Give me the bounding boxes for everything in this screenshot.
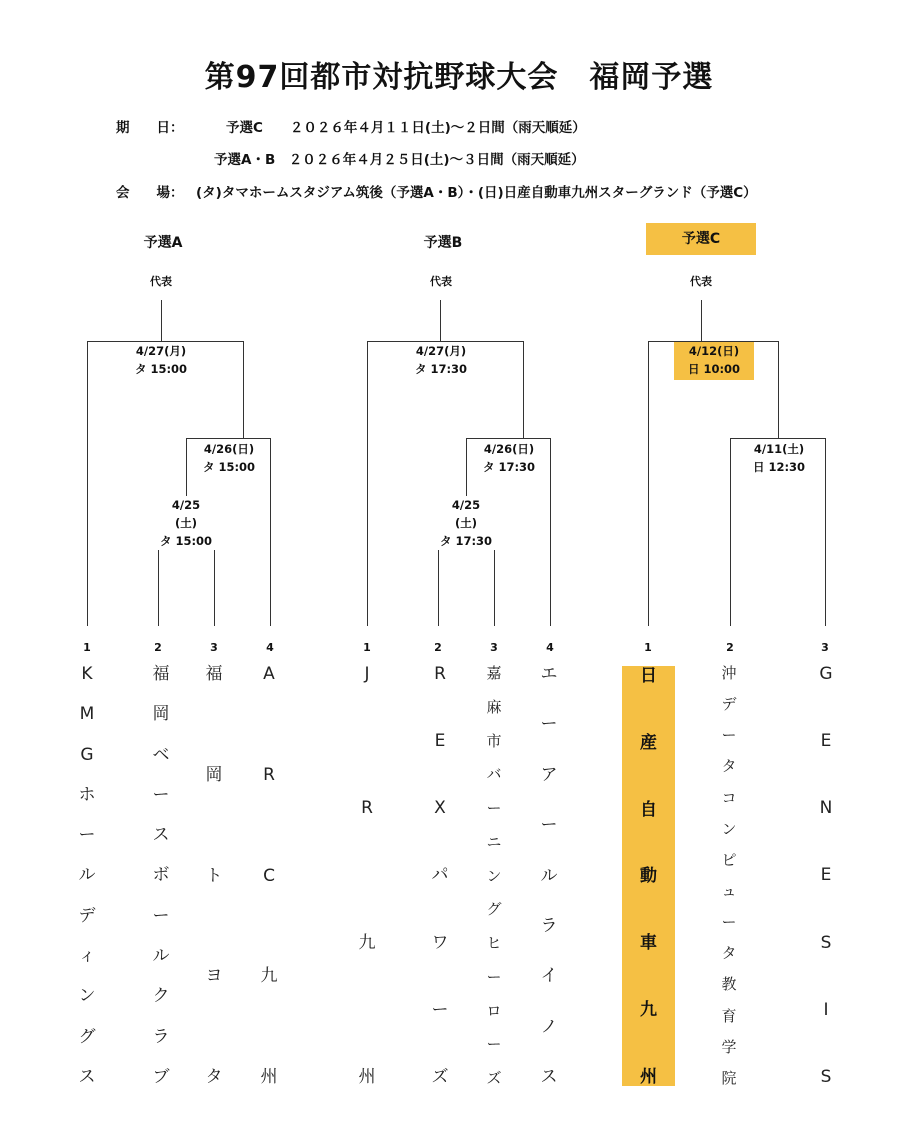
venue-label: 会 場： xyxy=(116,185,184,201)
bracket-line xyxy=(186,438,187,496)
team-name-char: M xyxy=(79,704,95,725)
team-name-rex-powers xyxy=(420,666,460,1086)
bracket-line xyxy=(466,438,467,496)
team-name-char: G xyxy=(819,664,833,684)
team-name-char: ニ xyxy=(486,832,502,851)
team-name-char: 州 xyxy=(640,1066,657,1087)
team-name-char: 九 xyxy=(260,966,278,987)
pool-a-representative: 代表 xyxy=(150,275,172,288)
team-name-char: E xyxy=(434,731,446,752)
team-name-char: S xyxy=(820,1066,832,1087)
pool-a-final-schedule: 4/27(月) タ 15:00 xyxy=(121,342,201,378)
team-name-char: バ xyxy=(486,765,502,784)
bracket-line xyxy=(825,438,826,626)
team-name-char: エ xyxy=(540,664,558,684)
team-name-char: ヨ xyxy=(205,966,223,987)
team-name-char: イ xyxy=(540,966,558,987)
team-name-char: ー xyxy=(540,815,558,836)
team-name-char: グ xyxy=(486,900,502,919)
team-name-char: ズ xyxy=(431,1066,449,1087)
team-name-genesis xyxy=(806,666,846,1086)
team-name-char: 岡 xyxy=(205,764,223,785)
bracket-line xyxy=(550,438,551,626)
team-name-char: ス xyxy=(152,825,170,846)
team-name-arc-kyushu xyxy=(249,666,289,1086)
team-name-char: 日 xyxy=(640,666,657,686)
pool-b-first-round-schedule: 4/25 (土) タ 17:30 xyxy=(436,496,496,550)
seed-number: 3 xyxy=(821,641,829,654)
team-name-char: J xyxy=(364,664,370,684)
pool-c-label: 予選C xyxy=(646,223,756,255)
team-name-char: ス xyxy=(78,1066,96,1087)
team-name-char: N xyxy=(819,798,833,819)
team-name-char: R xyxy=(361,798,373,819)
team-name-char: 育 xyxy=(721,1006,737,1025)
pool-a-first-round-schedule: 4/25 (土) タ 15:00 xyxy=(156,496,216,550)
team-name-char: E xyxy=(820,731,832,752)
pool-b-final-schedule: 4/27(月) タ 17:30 xyxy=(401,342,481,378)
team-name-oki-data-computer-school xyxy=(709,666,749,1086)
pool-a-semifinal-schedule: 4/26(日) タ 15:00 xyxy=(190,440,268,476)
pool-a-label: 予選A xyxy=(143,235,183,251)
seed-number: 4 xyxy=(266,641,274,654)
team-name-char: ス xyxy=(540,1067,558,1087)
bracket-line xyxy=(243,341,244,438)
team-name-char: ホ xyxy=(78,784,96,805)
team-name-char: ラ xyxy=(152,1026,170,1047)
bracket-line xyxy=(730,438,731,626)
seed-number: 3 xyxy=(210,641,218,654)
team-name-char: 州 xyxy=(260,1067,278,1087)
team-name-char: ボ xyxy=(152,865,170,886)
seed-number: 4 xyxy=(546,641,554,654)
team-name-char: 岡 xyxy=(152,704,170,725)
team-name-char: 教 xyxy=(721,975,737,994)
team-name-char: 自 xyxy=(640,799,657,820)
team-name-char: 車 xyxy=(640,933,657,954)
bracket-line xyxy=(778,341,779,438)
pool-b-semifinal-schedule: 4/26(日) タ 17:30 xyxy=(470,440,548,476)
team-name-char: グ xyxy=(78,1026,96,1047)
date-pool-ab: 予選A・B ２０２６年４月２５日(土)～３日間（雨天順延） xyxy=(214,152,585,168)
team-name-char: ル xyxy=(78,865,96,886)
team-name-char: 学 xyxy=(721,1037,737,1056)
team-name-char: ノ xyxy=(540,1016,558,1037)
pool-c-representative: 代表 xyxy=(690,275,712,288)
team-name-char: 動 xyxy=(640,866,657,887)
team-name-char: 九 xyxy=(640,1000,657,1021)
team-name-char: タ xyxy=(721,944,737,963)
bracket-line xyxy=(367,341,368,626)
team-name-kama-burning-heroes xyxy=(474,666,514,1086)
seed-number: 2 xyxy=(726,641,734,654)
team-name-char: ロ xyxy=(486,1001,502,1020)
team-name-char: 九 xyxy=(358,932,376,953)
bracket-line xyxy=(466,438,551,439)
team-name-char: ク xyxy=(152,986,170,1007)
team-name-char: ア xyxy=(540,764,558,785)
team-name-kmg xyxy=(67,666,107,1086)
team-name-char: タ xyxy=(721,757,737,776)
bracket-line xyxy=(440,300,441,341)
team-name-char: ヒ xyxy=(486,934,502,952)
team-name-char: デ xyxy=(721,695,737,714)
team-name-char: E xyxy=(820,865,832,886)
team-name-char: 州 xyxy=(358,1066,376,1087)
team-name-jr-kyushu xyxy=(347,666,387,1086)
pool-c-first-round-schedule: 4/11(土) 日 12:30 xyxy=(740,440,818,476)
team-name-char: ピ xyxy=(721,850,737,869)
team-name-char: K xyxy=(81,664,93,684)
team-name-char: 産 xyxy=(640,732,657,753)
team-name-char: ブ xyxy=(152,1066,170,1087)
bracket-line xyxy=(161,300,162,341)
pool-b-label: 予選B xyxy=(423,235,463,251)
team-name-char: ー xyxy=(152,905,170,926)
team-name-char: I xyxy=(823,999,829,1020)
team-name-char: ズ xyxy=(486,1069,502,1087)
team-name-char: 嘉 xyxy=(486,664,502,682)
team-name-char: ン xyxy=(78,986,96,1007)
team-name-nissan-kyushu xyxy=(622,666,675,1086)
bracket-line xyxy=(523,341,524,438)
team-name-char: ー xyxy=(721,913,737,932)
team-name-char: ン xyxy=(721,819,737,838)
team-name-char: ル xyxy=(152,946,170,967)
team-name-char: ー xyxy=(431,999,449,1020)
team-name-char: A xyxy=(263,664,275,684)
team-name-char: ン xyxy=(486,866,502,885)
team-name-char: ー xyxy=(152,784,170,805)
team-name-char: ュ xyxy=(721,881,737,900)
team-name-char: 市 xyxy=(486,731,502,750)
date-label: 期 日： xyxy=(116,120,184,136)
team-name-char: デ xyxy=(78,905,96,926)
team-name-char: G xyxy=(80,744,94,765)
team-name-char: 福 xyxy=(205,664,223,684)
team-name-char: ワ xyxy=(431,932,449,953)
team-name-char: ル xyxy=(540,865,558,886)
team-name-char: R xyxy=(263,764,275,785)
team-name-char: ー xyxy=(486,1035,502,1054)
team-name-char: 福 xyxy=(152,664,170,684)
team-name-char: ベ xyxy=(152,744,170,765)
seed-number: 1 xyxy=(83,641,91,654)
bracket-line xyxy=(730,438,826,439)
bracket-line xyxy=(87,341,88,626)
team-name-char: X xyxy=(434,798,446,819)
team-name-fukuoka-bc xyxy=(141,666,181,1086)
seed-number: 2 xyxy=(154,641,162,654)
team-name-char: ー xyxy=(540,714,558,735)
team-name-char: R xyxy=(434,664,446,684)
team-name-char: C xyxy=(263,865,275,886)
bracket-line xyxy=(186,438,271,439)
team-name-ar-rhinos xyxy=(529,666,569,1086)
bracket-line xyxy=(270,438,271,626)
team-name-char: パ xyxy=(431,865,449,886)
seed-number: 1 xyxy=(644,641,652,654)
venue-text: (タ)タマホームスタジアム筑後（予選A・B）・(日)日産自動車九州スターグランド（予選C） xyxy=(196,185,757,201)
seed-number: 2 xyxy=(434,641,442,654)
seed-number: 3 xyxy=(490,641,498,654)
team-name-char: タ xyxy=(205,1067,223,1087)
team-name-char: ー xyxy=(78,825,96,846)
page-title: 第97回都市対抗野球大会 福岡予選 xyxy=(204,60,714,95)
pool-b-representative: 代表 xyxy=(430,275,452,288)
pool-c-final-schedule: 4/12(日) 日 10:00 xyxy=(674,342,754,380)
team-name-char: S xyxy=(820,932,832,953)
team-name-char: ト xyxy=(205,865,223,886)
team-name-char: ィ xyxy=(78,946,96,967)
bracket-line xyxy=(701,300,702,341)
team-name-char: ラ xyxy=(540,915,558,936)
team-name-fukuoka-toyota xyxy=(194,666,234,1086)
team-name-char: 麻 xyxy=(486,697,502,716)
date-pool-c: 予選C ２０２６年４月１１日(土)～２日間（雨天順延） xyxy=(226,120,586,136)
team-name-char: ー xyxy=(486,799,502,817)
seed-number: 1 xyxy=(363,641,371,654)
team-name-char: 院 xyxy=(721,1068,737,1087)
team-name-char: ー xyxy=(721,726,737,745)
bracket-line xyxy=(648,341,649,626)
team-name-char: コ xyxy=(721,788,737,807)
team-name-char: 沖 xyxy=(721,664,737,682)
team-name-char: ー xyxy=(486,967,502,986)
